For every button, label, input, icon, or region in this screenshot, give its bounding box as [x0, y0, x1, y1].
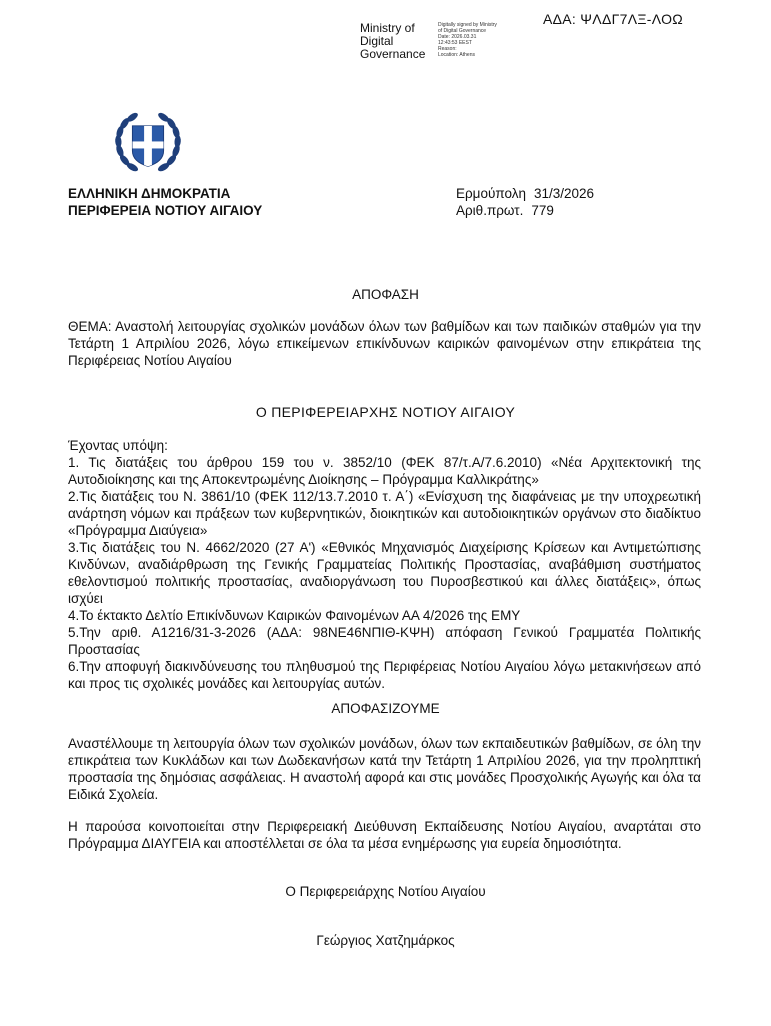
signature-detail-line: Digitally signed by Ministry — [438, 22, 497, 28]
protocol-number-label: Αριθ.πρωτ. — [456, 203, 524, 218]
coat-of-arms-emblem — [109, 104, 187, 182]
protocol-number-row — [456, 202, 594, 219]
signature-detail-line: Location: Athens — [438, 52, 475, 58]
document-title: ΑΠΟΦΑΣΗ — [352, 287, 419, 302]
consideration-item: 4.Το έκτακτο Δελτίο Επικίνδυνων Καιρικών Φαινομένων ΑΑ 4/2026 της ΕΜΥ — [68, 608, 521, 623]
signature-detail-line: of Digital Governance — [438, 28, 487, 34]
consideration-item: 5.Την αριθ. Α1216/31-3-2026 (ΑΔΑ: 98ΝΕ46ΝΠΙΘ-ΚΨΗ) απόφαση Γενικού Γραμματέα Πολιτικής Προστασίας — [68, 625, 701, 657]
issuer-region: ΠΕΡΙΦΕΡΕΙΑ ΝΟΤΙΟΥ ΑΙΓΑΙΟΥ — [68, 203, 263, 218]
protocol-date-row — [456, 185, 594, 202]
signature-details — [438, 22, 497, 58]
signer-name: Γεώργιος Χατζημάρκος — [316, 933, 455, 948]
signature-detail-line: Date: 2026.03.31 — [438, 34, 477, 40]
considerations-heading: Έχοντας υπόψη: — [68, 438, 168, 453]
issuer-country: ΕΛΛΗΝΙΚΗ ΔΗΜΟΚΡΑΤΙΑ — [68, 186, 231, 201]
consideration-item: 3.Τις διατάξεις του Ν. 4662/2020 (27 Α') «Εθνικός Μηχανισμός Διαχείρισης Κρίσεων και Αντιμετώπισης Κινδύνων, αναδιάρθρωση της Γενικής Γραμματείας Πολιτικής Προστασίας, αναβάθμιση συστήματος εθελοντισμού πολιτικής προστασίας, αναδιοργάνωση του Πυροσβεστικού και άλλες διατάξεις», όπως ισχύει — [68, 540, 701, 606]
considerations-section — [68, 437, 701, 692]
subject-paragraph: ΘΕΜΑ: Αναστολή λειτουργίας σχολικών μονάδων όλων των βαθμίδων και των παιδικών σταθμών για την Τετάρτη 1 Απριλίου 2026, λόγω επικείμενων επικίνδυνων καιρικών φαινομένων στην επικράτεια της Περιφέρειας Νοτίου Αιγαίου — [68, 319, 701, 368]
ada-code: ΑΔΑ: ΨΛΔΓ7ΛΞ-ΛΟΩ — [543, 11, 684, 27]
signature-detail-line: Reason: — [438, 46, 457, 52]
signature-org-line: Digital — [360, 34, 394, 48]
decision-paragraph: Αναστέλλουμε τη λειτουργία όλων των σχολικών μονάδων, όλων των εκπαιδευτικών βαθμίδων, σε όλη την επικράτεια των Κυκλάδων και των Δωδεκανήσων κατά την Τετάρτη 1 Απριλίου 2026, για την προληπτική προστασία της δημόσιας ασφάλειας. Η αναστολή αφορά και στις μονάδες Προσχολικής Αγωγής και όλα τα Ειδικά Σχολεία. — [68, 736, 701, 802]
protocol-number: 779 — [531, 203, 554, 218]
consideration-item: 2.Τις διατάξεις του Ν. 3861/10 (ΦΕΚ 112/13.7.2010 τ. Α΄) «Ενίσχυση της διαφάνειας με την υποχρεωτική ανάρτηση νόμων και πράξεων των κυβερνητικών, διοικητικών και αυτοδιοικητικών οργάνων στο διαδίκτυο «Πρόγραμμα Διαύγεια» — [68, 489, 701, 538]
consideration-item: 6.Την αποφυγή διακινδύνευσης του πληθυσμού της Περιφέρειας Νοτίου Αιγαίου λόγω μετακινήσεων από και προς τις σχολικές μονάδες και λειτουργίας αυτών. — [68, 659, 701, 691]
notice-paragraph: Η παρούσα κοινοποιείται στην Περιφερειακή Διεύθυνση Εκπαίδευσης Νοτίου Αιγαίου, αναρτάται στο Πρόγραμμα ΔΙΑΥΓΕΙΑ και αποστέλλεται σε όλα τα μέσα ενημέρωσης για ευρεία δημοσιότητα. — [68, 819, 701, 851]
protocol-place: Ερμούπολη — [456, 186, 526, 201]
decision-heading: ΑΠΟΦΑΣΙΖΟΥΜΕ — [331, 701, 440, 716]
signature-org-line: Governance — [360, 47, 426, 61]
issuer-block — [68, 185, 262, 219]
digital-signature-stamp — [360, 22, 497, 61]
signer-title: Ο Περιφερειάρχης Νοτίου Αιγαίου — [285, 884, 486, 899]
protocol-date: 31/3/2026 — [534, 186, 595, 201]
signature-detail-line: 12:43:53 EEST — [438, 40, 472, 46]
authority-heading: Ο ΠΕΡΙΦΕΡΕΙΑΡΧΗΣ ΝΟΤΙΟΥ ΑΙΓΑΙΟΥ — [255, 404, 516, 420]
consideration-item: 1. Τις διατάξεις του άρθρου 159 του ν. 3852/10 (ΦΕΚ 87/τ.Α/7.6.2010) «Νέα Αρχιτεκτονική της Αυτοδιοίκησης και της Αποκεντρωμένης Διοίκησης – Πρόγραμμα Καλλικράτης» — [68, 455, 701, 487]
protocol-block — [456, 185, 594, 219]
signature-organization — [360, 22, 438, 61]
signature-org-line: Ministry of — [360, 21, 415, 35]
